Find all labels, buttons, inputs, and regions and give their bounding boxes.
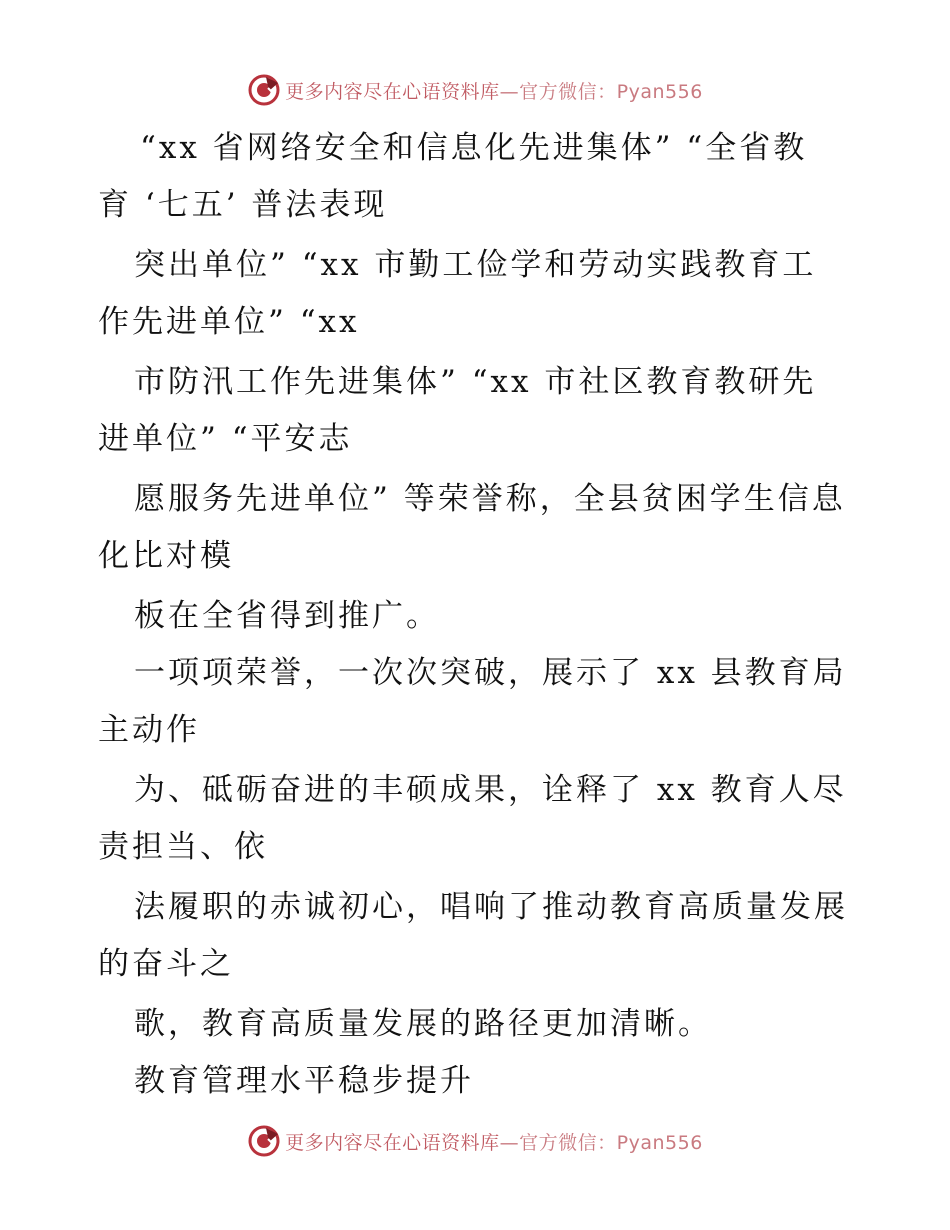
body-line: 化比对模 [98,538,234,574]
body-line: 板在全省得到推广。 [134,598,440,634]
body-line: 为、砥砺奋进的丰硕成果，诠释了 xx 教育人尽 [134,772,847,808]
logo-icon [247,1124,281,1158]
body-line: 进单位” “平安志 [98,421,353,457]
body-line: 歌，教育高质量发展的路径更加清晰。 [134,1006,712,1042]
body-line: “xx 省网络安全和信息化先进集体” “全省教 [140,130,808,166]
footer-banner-text: 更多内容尽在心语资料库—官方微信：Pyan556 [285,1131,703,1154]
body-line: 一项项荣誉，一次次突破，展示了 xx 县教育局 [134,655,847,691]
footer-banner [0,1121,950,1161]
body-line: 主动作 [98,712,200,748]
body-line: 责担当、依 [98,829,268,865]
body-line: 育 ‘七五’ 普法表现 [98,187,388,223]
header-banner-text: 更多内容尽在心语资料库—官方微信：Pyan556 [285,80,703,103]
body-line: 突出单位” “xx 市勤工俭学和劳动实践教育工 [134,247,817,283]
body-line: 愿服务先进单位” 等荣誉称，全县贫困学生信息 [134,481,846,517]
body-line: 的奋斗之 [98,946,234,982]
body-line: 作先进单位” “xx [98,304,360,340]
body-line: 市防汛工作先进集体” “xx 市社区教育教研先 [134,364,817,400]
body-line: 教育管理水平稳步提升 [134,1063,474,1099]
body-line: 法履职的赤诚初心，唱响了推动教育高质量发展 [134,889,848,925]
